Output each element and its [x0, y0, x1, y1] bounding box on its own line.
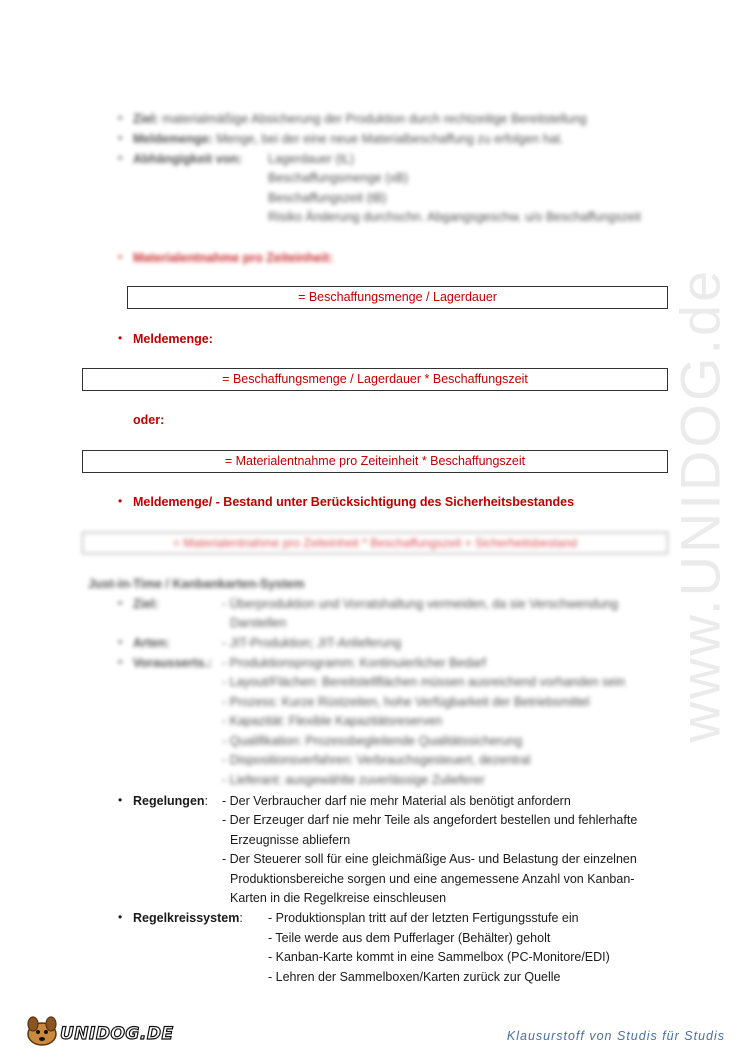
- bullet-icon: •: [118, 151, 123, 165]
- jit-vor-item: - Lieferant: ausgewählte zuverlässige Zulieferer: [222, 773, 485, 787]
- dependency-item: Risiko Änderung durchschn. Abgangsgeschw. u/o Beschaffungszeit: [268, 210, 641, 224]
- bullet-icon: •: [118, 494, 123, 508]
- entnahme-heading: Materialentnahme pro Zeiteinheit:: [133, 251, 334, 265]
- jit-vor-item: - Kapazität: Flexible Kapazitätsreserven: [222, 714, 443, 728]
- jit-vor-item: - Produktionsprogramm: Kontinuierlicher Bedarf: [222, 656, 487, 670]
- regelkreis-line: - Teile werde aus dem Pufferlager (Behälter) geholt: [268, 931, 551, 945]
- unidog-watermark: www.UNIDOG.de: [668, 267, 732, 743]
- abhaengigkeit-label: Abhängigkeit von:: [133, 152, 243, 166]
- jit-ziel-text-cont: Darstellen: [230, 616, 287, 630]
- regelungen-line: - Der Verbraucher darf nie mehr Material als benötigt anfordern: [222, 794, 571, 808]
- formula-box-1: = Beschaffungsmenge / Lagerdauer: [127, 286, 668, 309]
- regelkreis-label: Regelkreissystem: [133, 911, 240, 925]
- dependency-item: Lagerdauer (tL): [268, 152, 355, 166]
- unidog-logo: [22, 1012, 174, 1050]
- regelkreis-line: - Kanban-Karte kommt in eine Sammelbox (PC-Monitore/EDI): [268, 950, 610, 964]
- jit-vor-item: - Layout/Flächen: Bereitstellflächen müssen ausreichend vorhanden sein: [222, 675, 626, 689]
- regelkreis-line: - Lehren der Sammelboxen/Karten zurück zur Quelle: [268, 970, 561, 984]
- ziel-label: Ziel:: [133, 112, 159, 126]
- bullet-icon: •: [118, 655, 123, 669]
- formula-box-3: = Materialentnahme pro Zeiteinheit * Beschaffungszeit: [82, 450, 668, 473]
- regelkreis-colon: :: [239, 911, 243, 925]
- ziel-line: [133, 111, 587, 127]
- regelungen-label: Regelungen: [133, 794, 205, 808]
- ziel-text: materialmäßige Absicherung der Produktion durch rechtzeitige Bereitstellung: [162, 112, 587, 126]
- footer-tagline: Klausurstoff von Studis für Studis: [506, 1029, 725, 1043]
- dependency-item: Beschaffungszeit (tB): [268, 191, 387, 205]
- bullet-icon: •: [118, 111, 123, 125]
- jit-ziel-text: - Überproduktion und Vorratshaltung vermeiden, da sie Verschwendung: [222, 597, 619, 611]
- bullet-icon: •: [118, 910, 123, 924]
- regelungen-heading: [133, 793, 208, 809]
- bullet-icon: •: [118, 635, 123, 649]
- bullet-icon: •: [118, 793, 123, 807]
- meldemenge-def-line: [133, 131, 564, 147]
- meldemenge-def-text: Menge, bei der eine neue Materialbeschaffung zu erfolgen hat.: [216, 132, 564, 146]
- regelungen-line: Karten in die Regelkreise einschleusen: [230, 891, 447, 905]
- dog-icon: [22, 1012, 62, 1050]
- formula-box-4: = Materialentnahme pro Zeiteinheit * Beschaffungszeit + Sicherheitsbestand: [82, 532, 668, 554]
- oder-label: oder:: [133, 413, 165, 427]
- jit-vor-item: - Qualifikation: Prozessbegleitende Qualitätssicherung: [222, 734, 523, 748]
- jit-title: Just-in-Time / Kanbankarten-System: [88, 577, 305, 591]
- jit-vor-item: - Dispositionsverfahren: Verbrauchsgesteuert, dezentral: [222, 753, 531, 767]
- meldemenge-heading: Meldemenge:: [133, 332, 213, 346]
- dependency-item: Beschaffungsmenge (xB): [268, 171, 409, 185]
- bullet-icon: •: [118, 596, 123, 610]
- jit-ziel-label: Ziel:: [133, 597, 159, 611]
- regelungen-line: Erzeugnisse abliefern: [230, 833, 351, 847]
- bullet-icon: •: [118, 331, 123, 345]
- regelungen-line: - Der Erzeuger darf nie mehr Teile als angefordert bestellen und fehlerhafte: [222, 813, 638, 827]
- regelungen-line: Produktionsbereiche sorgen und eine angemessene Anzahl von Kanban-: [230, 872, 635, 886]
- bullet-icon: •: [118, 250, 123, 264]
- regelungen-line: - Der Steuerer soll für eine gleichmäßige Aus- und Belastung der einzelnen: [222, 852, 637, 866]
- logo-text: UNIDOG.DE: [60, 1024, 174, 1044]
- jit-vor-item: - Prozess: Kurze Rüstzeiten, hohe Verfügbarkeit der Betriebsmittel: [222, 695, 590, 709]
- formula-box-2: = Beschaffungsmenge / Lagerdauer * Beschaffungszeit: [82, 368, 668, 391]
- regelungen-colon: :: [204, 794, 209, 808]
- jit-arten-text: - JIT-Produktion; JIT-Anlieferung: [222, 636, 402, 650]
- meldemenge-def-label: Meldemenge:: [133, 132, 213, 146]
- jit-vor-label: Vorausserts.:: [133, 656, 212, 670]
- regelkreis-line: - Produktionsplan tritt auf der letzten Fertigungsstufe ein: [268, 911, 579, 925]
- bullet-icon: •: [118, 131, 123, 145]
- regelkreis-heading: [133, 910, 243, 926]
- bestand-heading: Meldemenge/ - Bestand unter Berücksichtigung des Sicherheitsbestandes: [133, 495, 575, 509]
- jit-arten-label: Arten:: [133, 636, 170, 650]
